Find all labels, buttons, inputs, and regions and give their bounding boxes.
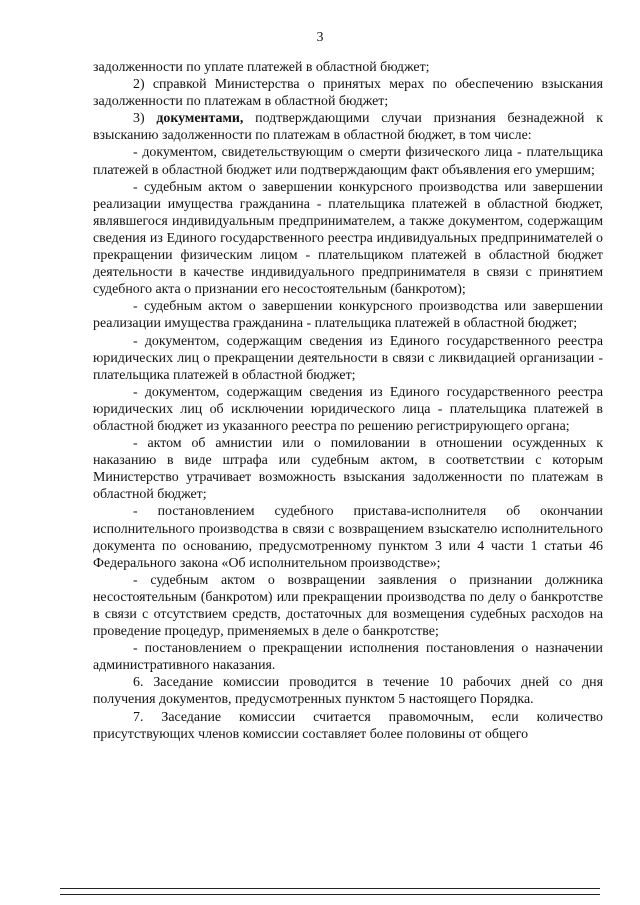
paragraph: 2) справкой Министерства о принятых мерах по обеспечению взыскания задолженности по платежам в областной бюджет;: [93, 77, 603, 110]
paragraph: - документом, свидетельствующим о смерти физического лица - плательщика платежей в областной бюджет или подтверждающим факт объявления его умершим;: [93, 145, 603, 178]
paragraph: - документом, содержащим сведения из Единого государственного реестра юридических лиц об исключении юридического лица - плательщика платежей в областной бюджет из указанного реестра по решению регистрирующего органа;: [93, 384, 603, 434]
footer-divider: [60, 894, 600, 895]
page-number: 3: [316, 30, 324, 45]
paragraph: - актом об амнистии или о помиловании в отношении осужденных к наказанию в виде штрафа или судебным актом, в соответствии с которым Министерство утрачивает возможность взыскания задолженности по платежам в областной бюджет;: [93, 436, 603, 503]
paragraph: 6. Заседание комиссии проводится в течение 10 рабочих дней со дня получения документов, предусмотренных пунктом 5 настоящего Порядка.: [93, 675, 603, 708]
paragraph: - документом, содержащим сведения из Единого государственного реестра юридических лиц о прекращении деятельности в связи с ликвидацией организации - плательщика платежей в областной бюджет;: [93, 333, 603, 383]
paragraph: - судебным актом о завершении конкурсного производства или завершении реализации имущества гражданина - плательщика платежей в областной бюджет;: [93, 299, 603, 332]
paragraph: 7. Заседание комиссии считается правомочным, если количество присутствующих членов комиссии составляет более половины от общего: [93, 709, 603, 742]
paragraph: - судебным актом о завершении конкурсного производства или завершении реализации имущества гражданина - плательщика платежей в областной бюджет, являвшегося индивидуальным предпринимателем, а также документом, содержащим сведения из Единого государственного реестра индивидуальных предпринимателей о прекращении физическим лицом - плательщиком платежей в областной бюджет деятельности в качестве индивидуального предпринимателя в связи с принятием судебного акта о признании его несостоятельным (банкротом);: [93, 179, 603, 298]
paragraph: 3) документами, подтверждающими случаи признания безнадежной к взысканию задолженности по платежам в областной бюджет, в том числе:: [93, 111, 603, 144]
footer-divider: [60, 888, 600, 889]
paragraph: - судебным актом о возвращении заявления о признании должника несостоятельным (банкротом) или прекращении производства по делу о банкротстве в связи с отсутствием средств, достаточных для возмещения судебных расходов на проведение процедур, применяемых в деле о банкротстве;: [93, 572, 603, 640]
emphasis: документами,: [156, 111, 244, 127]
paragraph: задолженности по уплате платежей в областной бюджет;: [93, 60, 430, 75]
paragraph: - постановлением о прекращении исполнения постановления о назначении административного наказания.: [93, 641, 603, 674]
document-body: [93, 59, 603, 743]
paragraph: - постановлением судебного пристава-исполнителя об окончании исполнительного производства в связи с возвращением взыскателю исполнительного документа по основанию, предусмотренному пунктом 3 или 4 части 1 статьи 46 Федерального закона «Об исполнительном производстве»;: [93, 504, 603, 571]
